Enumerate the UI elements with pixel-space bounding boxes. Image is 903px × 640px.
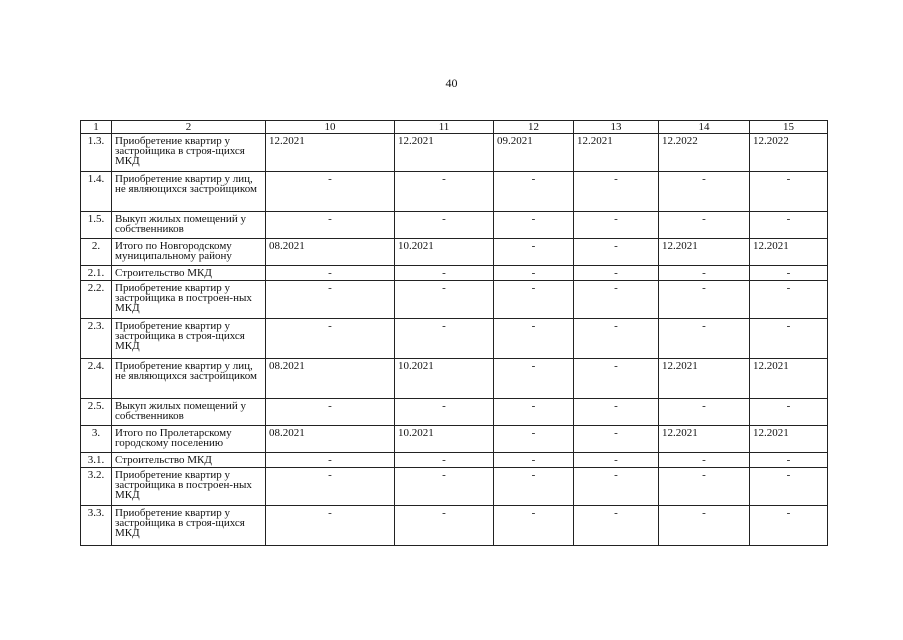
row-value: -	[659, 468, 750, 506]
row-value: -	[659, 453, 750, 468]
row-value: -	[266, 172, 395, 212]
row-value: -	[494, 426, 574, 453]
row-value: -	[494, 239, 574, 266]
table-header-row	[81, 121, 828, 134]
row-value: -	[494, 453, 574, 468]
column-header: 13	[574, 121, 659, 134]
table-row	[81, 426, 828, 453]
table-row	[81, 506, 828, 546]
row-value: -	[574, 453, 659, 468]
column-header: 1	[81, 121, 112, 134]
row-value: -	[266, 506, 395, 546]
row-number: 2.5.	[81, 399, 112, 426]
row-value: -	[395, 506, 494, 546]
row-value: -	[494, 281, 574, 319]
row-value: -	[494, 399, 574, 426]
row-value: 12.2021	[659, 359, 750, 399]
schedule-table	[80, 120, 828, 546]
row-value: -	[750, 266, 828, 281]
row-value: 12.2021	[750, 426, 828, 453]
table-row	[81, 281, 828, 319]
table-row	[81, 172, 828, 212]
row-value: -	[574, 266, 659, 281]
row-value: -	[266, 281, 395, 319]
row-value: 12.2021	[574, 134, 659, 172]
row-value: -	[266, 399, 395, 426]
row-value: 10.2021	[395, 426, 494, 453]
row-value: 12.2021	[266, 134, 395, 172]
row-value: 12.2021	[395, 134, 494, 172]
table-row	[81, 359, 828, 399]
row-value: -	[659, 266, 750, 281]
row-value: -	[266, 468, 395, 506]
row-value: -	[574, 426, 659, 453]
table-row	[81, 212, 828, 239]
row-value: 12.2022	[750, 134, 828, 172]
row-number: 2.2.	[81, 281, 112, 319]
row-name: Выкуп жилых помещений у собственников	[112, 212, 266, 239]
column-header: 15	[750, 121, 828, 134]
row-value: 12.2021	[750, 359, 828, 399]
row-value: -	[574, 468, 659, 506]
row-value: -	[659, 281, 750, 319]
row-value: -	[750, 281, 828, 319]
row-name: Итого по Пролетарскому городскому поселению	[112, 426, 266, 453]
row-value: -	[659, 319, 750, 359]
table-row	[81, 134, 828, 172]
page-number: 40	[445, 76, 458, 90]
row-name: Приобретение квартир у застройщика в построен-ных МКД	[112, 281, 266, 319]
row-number: 1.4.	[81, 172, 112, 212]
row-number: 1.5.	[81, 212, 112, 239]
column-header: 14	[659, 121, 750, 134]
row-number: 1.3.	[81, 134, 112, 172]
row-value: -	[395, 212, 494, 239]
row-name: Итого по Новгородскому муниципальному району	[112, 239, 266, 266]
row-value: 10.2021	[395, 239, 494, 266]
row-name: Приобретение квартир у лиц, не являющихся застройщиком	[112, 172, 266, 212]
row-value: -	[750, 172, 828, 212]
row-value: -	[395, 281, 494, 319]
row-value: -	[659, 506, 750, 546]
row-value: -	[266, 319, 395, 359]
column-header: 11	[395, 121, 494, 134]
row-name: Приобретение квартир у застройщика в построен-ных МКД	[112, 468, 266, 506]
row-value: -	[574, 172, 659, 212]
row-value: 12.2021	[659, 426, 750, 453]
row-number: 3.3.	[81, 506, 112, 546]
row-number: 2.1.	[81, 266, 112, 281]
row-value: -	[750, 468, 828, 506]
row-name: Выкуп жилых помещений у собственников	[112, 399, 266, 426]
row-value: -	[750, 453, 828, 468]
table-row	[81, 453, 828, 468]
row-value: 08.2021	[266, 426, 395, 453]
row-value: -	[395, 399, 494, 426]
row-name: Строительство МКД	[112, 266, 266, 281]
row-name: Приобретение квартир у лиц, не являющихся застройщиком	[112, 359, 266, 399]
row-value: -	[750, 319, 828, 359]
column-header: 10	[266, 121, 395, 134]
row-value: -	[750, 506, 828, 546]
row-value: -	[494, 506, 574, 546]
table-row	[81, 266, 828, 281]
row-number: 2.3.	[81, 319, 112, 359]
table-row	[81, 399, 828, 426]
row-value: -	[494, 468, 574, 506]
row-name: Приобретение квартир у застройщика в строя-щихся МКД	[112, 319, 266, 359]
row-value: -	[574, 212, 659, 239]
row-value: -	[395, 266, 494, 281]
row-value: -	[750, 399, 828, 426]
row-value: 10.2021	[395, 359, 494, 399]
column-header: 12	[494, 121, 574, 134]
row-value: -	[574, 399, 659, 426]
row-value: -	[494, 266, 574, 281]
row-value: -	[266, 453, 395, 468]
row-value: 12.2021	[750, 239, 828, 266]
row-value: -	[494, 319, 574, 359]
row-value: -	[395, 319, 494, 359]
row-value: -	[574, 319, 659, 359]
row-value: 12.2021	[659, 239, 750, 266]
table-row	[81, 239, 828, 266]
row-value: -	[574, 239, 659, 266]
row-value: -	[266, 212, 395, 239]
table-row	[81, 319, 828, 359]
row-number: 3.1.	[81, 453, 112, 468]
column-header: 2	[112, 121, 266, 134]
row-number: 3.2.	[81, 468, 112, 506]
row-name: Приобретение квартир у застройщика в строя-щихся МКД	[112, 506, 266, 546]
row-value: -	[659, 212, 750, 239]
row-value: -	[395, 468, 494, 506]
row-value: 09.2021	[494, 134, 574, 172]
row-number: 2.4.	[81, 359, 112, 399]
row-value: -	[494, 359, 574, 399]
row-value: 08.2021	[266, 239, 395, 266]
row-value: 12.2022	[659, 134, 750, 172]
row-value: -	[395, 453, 494, 468]
row-number: 3.	[81, 426, 112, 453]
row-number: 2.	[81, 239, 112, 266]
row-value: -	[574, 506, 659, 546]
row-value: -	[659, 172, 750, 212]
row-value: -	[750, 212, 828, 239]
row-value: -	[494, 212, 574, 239]
row-value: -	[395, 172, 494, 212]
table-row	[81, 468, 828, 506]
row-name: Строительство МКД	[112, 453, 266, 468]
row-name: Приобретение квартир у застройщика в строя-щихся МКД	[112, 134, 266, 172]
row-value: 08.2021	[266, 359, 395, 399]
row-value: -	[266, 266, 395, 281]
row-value: -	[659, 399, 750, 426]
row-value: -	[574, 281, 659, 319]
row-value: -	[574, 359, 659, 399]
row-value: -	[494, 172, 574, 212]
